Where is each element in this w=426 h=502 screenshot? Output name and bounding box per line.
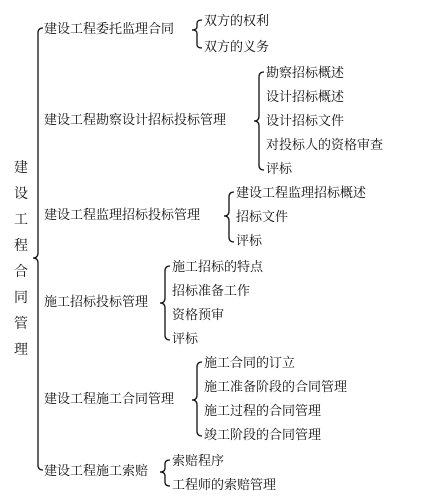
section-title-2: 建设工程监理招标投标管理 bbox=[44, 208, 201, 223]
section-3-item-1: 招标准备工作 bbox=[172, 284, 251, 299]
root-brace bbox=[33, 28, 43, 470]
section-3-item-0: 施工招标的特点 bbox=[172, 260, 264, 275]
section-title-1: 建设工程勘察设计招标投标管理 bbox=[44, 113, 227, 128]
section-1-item-3: 对投标人的资格审查 bbox=[266, 138, 384, 153]
section-2-brace bbox=[224, 192, 234, 242]
section-5-item-0: 索赔程序 bbox=[172, 454, 225, 469]
section-4-item-3: 竣工阶段的合同管理 bbox=[204, 428, 322, 443]
section-2-item-0: 建设工程监理招标概述 bbox=[236, 186, 367, 201]
section-1-item-1: 设计招标概述 bbox=[266, 90, 345, 105]
section-5-brace bbox=[160, 460, 170, 486]
section-title-0: 建设工程委托监理合同 bbox=[44, 22, 175, 37]
section-3-item-3: 评标 bbox=[172, 332, 199, 347]
section-2-item-1: 招标文件 bbox=[236, 210, 289, 225]
section-title-5: 建设工程施工索赔 bbox=[44, 464, 149, 479]
section-4-item-1: 施工准备阶段的合同管理 bbox=[204, 380, 348, 395]
section-4-item-2: 施工过程的合同管理 bbox=[204, 404, 322, 419]
section-title-4: 建设工程施工合同管理 bbox=[44, 392, 175, 407]
section-1-item-2: 设计招标文件 bbox=[266, 114, 345, 129]
section-2-item-2: 评标 bbox=[236, 234, 263, 249]
section-1-brace bbox=[254, 72, 264, 170]
section-0-item-1: 双方的义务 bbox=[204, 40, 270, 55]
section-0-item-0: 双方的权利 bbox=[204, 14, 270, 29]
section-4-brace bbox=[192, 362, 202, 436]
root-title: 建设工程合同管理 bbox=[14, 160, 28, 358]
section-title-3: 施工招标投标管理 bbox=[44, 295, 149, 310]
section-3-item-2: 资格预审 bbox=[172, 308, 225, 323]
section-1-item-4: 评标 bbox=[266, 162, 293, 177]
section-1-item-0: 勘察招标概述 bbox=[266, 66, 345, 81]
section-5-item-1: 工程师的索赔管理 bbox=[172, 478, 277, 493]
section-4-item-0: 施工合同的订立 bbox=[204, 356, 296, 371]
section-3-brace bbox=[160, 266, 170, 340]
section-0-brace bbox=[192, 20, 202, 48]
